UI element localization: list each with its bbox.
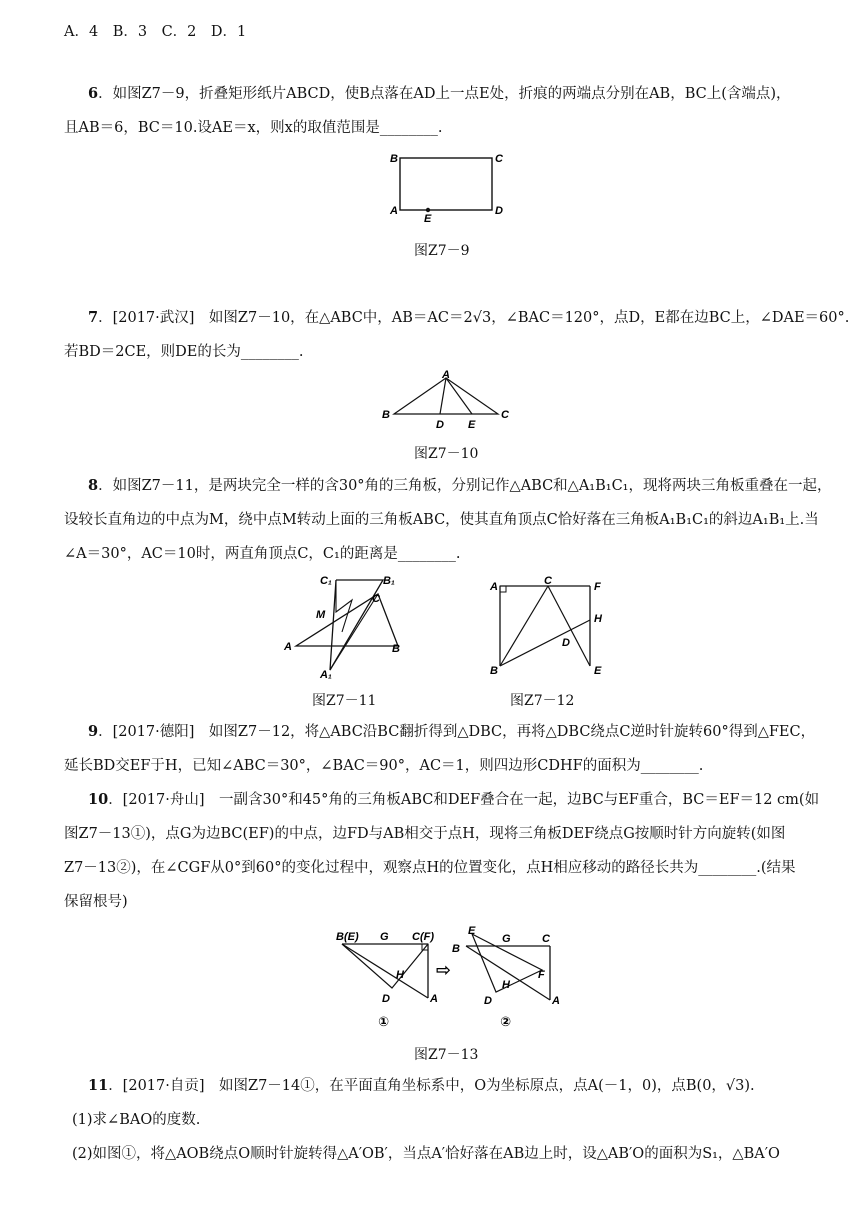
- question-number: 11: [88, 1077, 109, 1094]
- label-C: C: [544, 575, 552, 587]
- label-A: A: [390, 205, 398, 217]
- label-D: D: [562, 637, 570, 649]
- label-B: B: [382, 409, 390, 421]
- label-C: C: [542, 933, 550, 945]
- caption-fig-9: 图Z7－9: [414, 243, 470, 259]
- label-D: D: [484, 995, 492, 1007]
- question-10-line-4: 保留根号): [64, 894, 128, 910]
- label-G: G: [502, 933, 511, 945]
- label-D: D: [495, 205, 503, 217]
- question-11-line-1: [88, 1076, 755, 1096]
- question-6-line-2: 且AB＝6，BC＝10.设AE＝x，则x的取值范围是________.: [64, 120, 443, 136]
- question-text: ．[2017·舟山] 一副含30°和45°角的三角板ABC和DEF叠合在一起，边BC与EF重合，BC＝EF＝12 cm(如: [108, 792, 820, 808]
- question-text: ．[2017·武汉] 如图Z7－10，在△ABC中，AB＝AC＝2√3，∠BAC＝120°，点D，E都在边BC上，∠DAE＝60°.: [98, 310, 850, 326]
- label-B-E: B(E): [336, 931, 359, 943]
- label-A: A: [490, 581, 498, 593]
- label-D: D: [382, 993, 390, 1005]
- arrow-icon: ⇨: [436, 960, 452, 980]
- question-text: ．[2017·自贡] 如图Z7－14①，在平面直角坐标系中，O为坐标原点，点A(－1，0)，点B(0，√3).: [108, 1078, 755, 1094]
- question-6-line-1: [88, 84, 791, 104]
- figure-z7-10: [380, 370, 520, 430]
- question-number: 9: [88, 723, 99, 740]
- label-E: E: [468, 925, 476, 937]
- question-7-line-2: 若BD＝2CE，则DE的长为________.: [64, 344, 304, 360]
- label-B: B: [452, 943, 460, 955]
- label-B: B: [390, 153, 398, 165]
- label-panel-1: ①: [378, 1014, 390, 1029]
- label-A: A: [284, 641, 292, 653]
- label-C1: C₁: [320, 575, 332, 587]
- label-B1: B₁: [383, 575, 395, 587]
- answer-choices: A．4 B．3 C．2 D．1: [64, 24, 247, 40]
- label-A: A: [430, 993, 438, 1005]
- question-7-line-1: [88, 308, 849, 328]
- label-F: F: [538, 969, 545, 981]
- question-8-line-2: 设较长直角边的中点为M，绕中点M转动上面的三角板ABC，使其直角顶点C恰好落在三角板A₁B₁C₁的斜边A₁B₁上.当: [64, 512, 819, 528]
- question-number: 6: [88, 85, 99, 102]
- label-H: H: [594, 613, 602, 625]
- question-8-line-1: [88, 476, 832, 496]
- label-C: C: [495, 153, 503, 165]
- question-10-line-3: Z7－13②)，在∠CGF从0°到60°的变化过程中，观察点H的位置变化，点H相应移动的路径长共为________.(结果: [64, 860, 796, 876]
- figure-z7-9: [380, 150, 510, 225]
- caption-fig-12: 图Z7－12: [510, 693, 575, 709]
- question-text: ．如图Z7－11，是两块完全一样的含30°角的三角板，分别记作△ABC和△A₁B₁C₁，现将两块三角板重叠在一起，: [98, 478, 832, 494]
- question-9-line-2: 延长BD交EF于H，已知∠ABC＝30°，∠BAC＝90°，AC＝1，则四边形CDHF的面积为________.: [64, 758, 704, 774]
- question-8-line-3: ∠A＝30°，AC＝10时，两直角顶点C，C₁的距离是________.: [64, 546, 461, 562]
- figure-z7-13: [332, 925, 572, 1030]
- caption-fig-13: 图Z7－13: [414, 1047, 479, 1063]
- label-B: B: [490, 665, 498, 677]
- label-B: B: [392, 643, 400, 655]
- figure-z7-12: [486, 576, 616, 680]
- question-11-part-2: (2)如图①，将△AOB绕点O顺时针旋转得△A′OB′，当点A′恰好落在AB边上时，设△AB′O的面积为S₁，△BA′O: [72, 1146, 780, 1162]
- question-number: 7: [88, 309, 99, 326]
- label-A: A: [552, 995, 560, 1007]
- label-C: C: [501, 409, 509, 421]
- label-E: E: [468, 419, 476, 431]
- label-C: C: [372, 593, 380, 605]
- question-10-line-1: [88, 790, 819, 810]
- label-H: H: [396, 969, 404, 981]
- label-F: F: [594, 581, 601, 593]
- label-panel-2: ②: [500, 1014, 512, 1029]
- figure-z7-11: [280, 572, 410, 682]
- question-number: 10: [88, 791, 109, 808]
- question-text: ．如图Z7－9，折叠矩形纸片ABCD，使B点落在AD上一点E处，折痕的两端点分别在AB，BC上(含端点)，: [98, 86, 791, 102]
- label-E: E: [424, 213, 432, 225]
- caption-fig-10: 图Z7－10: [414, 446, 479, 462]
- caption-fig-11: 图Z7－11: [312, 693, 377, 709]
- label-G: G: [380, 931, 389, 943]
- label-C-F: C(F): [412, 931, 434, 943]
- question-9-line-1: [88, 722, 815, 742]
- label-E: E: [594, 665, 602, 677]
- label-H: H: [502, 979, 510, 991]
- label-D: D: [436, 419, 444, 431]
- question-10-line-2: 图Z7－13①)，点G为边BC(EF)的中点，边FD与AB相交于点H，现将三角板DEF绕点G按顺时针方向旋转(如图: [64, 826, 786, 842]
- label-M: M: [316, 609, 326, 621]
- question-11-part-1: (1)求∠BAO的度数.: [72, 1112, 201, 1128]
- question-text: ．[2017·德阳] 如图Z7－12，将△ABC沿BC翻折得到△DBC，再将△DBC绕点C逆时针旋转60°得到△FEC，: [98, 724, 816, 740]
- label-A1: A₁: [320, 669, 332, 681]
- question-number: 8: [88, 477, 99, 494]
- label-A: A: [442, 369, 450, 381]
